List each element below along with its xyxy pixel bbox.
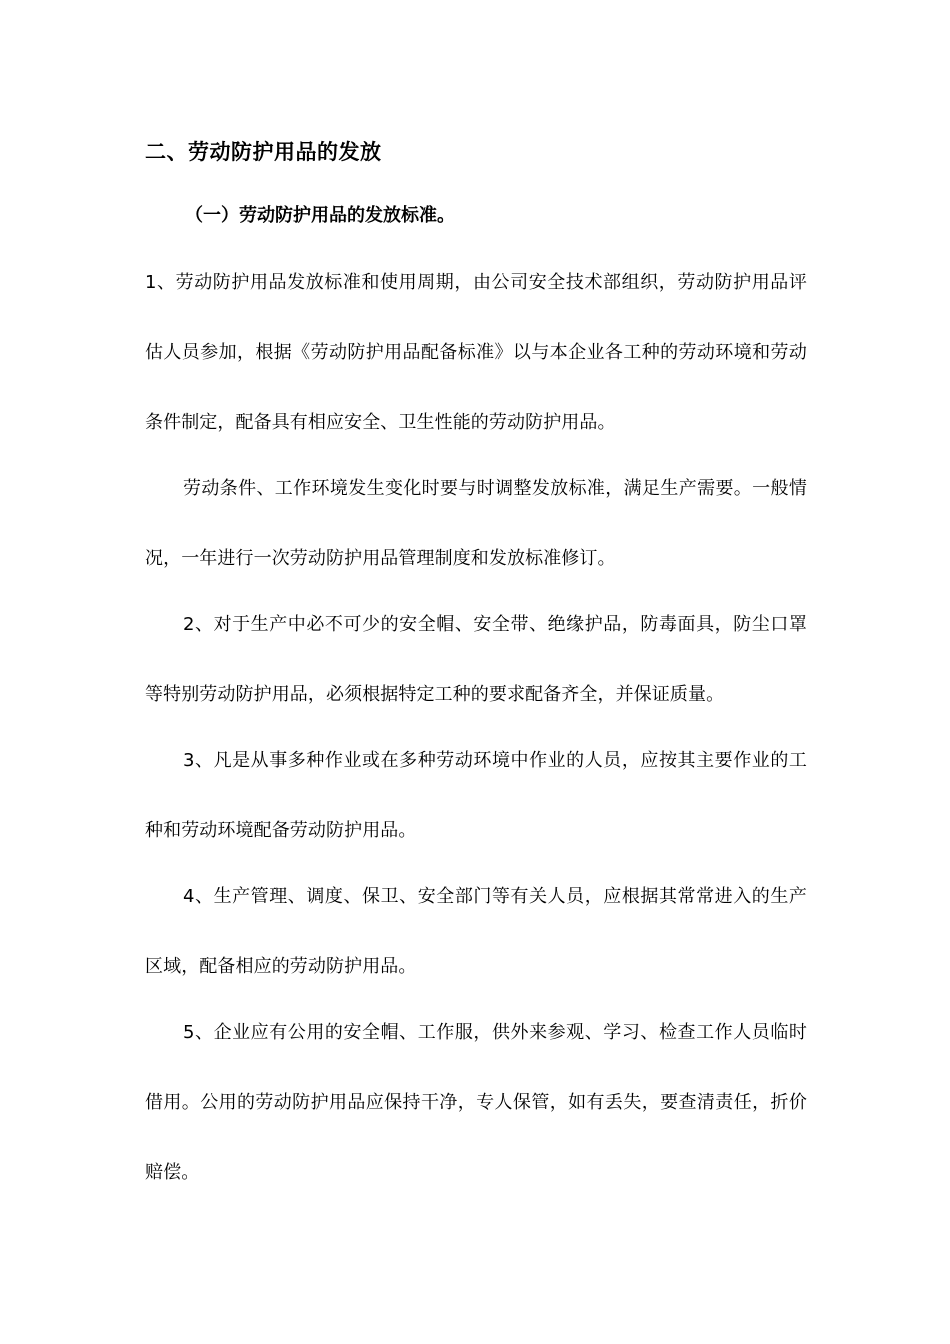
subsection-heading: （一）劳动防护用品的发放标准。 [185, 205, 455, 226]
paragraph-3: 2、对于生产中必不可少的安全帽、安全带、绝缘护品，防毒面具，防尘口罩等特别劳动防护用品，必须根据特定工种的要求配备齐全，并保证质量。 [145, 614, 807, 705]
paragraph-4: 3、凡是从事多种作业或在多种劳动环境中作业的人员，应按其主要作业的工种和劳动环境配备劳动防护用品。 [145, 750, 807, 841]
paragraph-2: 劳动条件、工作环境发生变化时要与时调整发放标准，满足生产需要。一般情况，一年进行一次劳动防护用品管理制度和发放标准修订。 [145, 478, 807, 569]
section-heading: 二、劳动防护用品的发放 [145, 140, 382, 164]
document-page [145, 130, 807, 1208]
paragraph-1: 1、劳动防护用品发放标准和使用周期，由公司安全技术部组织，劳动防护用品评估人员参加，根据《劳动防护用品配备标准》以与本企业各工种的劳动环境和劳动条件制定，配备具有相应安全、卫生性能的劳动防护用品。 [145, 272, 807, 433]
paragraph-5: 4、生产管理、调度、保卫、安全部门等有关人员，应根据其常常进入的生产区域，配备相应的劳动防护用品。 [145, 886, 807, 977]
paragraph-6: 5、企业应有公用的安全帽、工作服，供外来参观、学习、检查工作人员临时借用。公用的劳动防护用品应保持干净，专人保管，如有丢失，要查清责任，折价赔偿。 [145, 1022, 807, 1183]
